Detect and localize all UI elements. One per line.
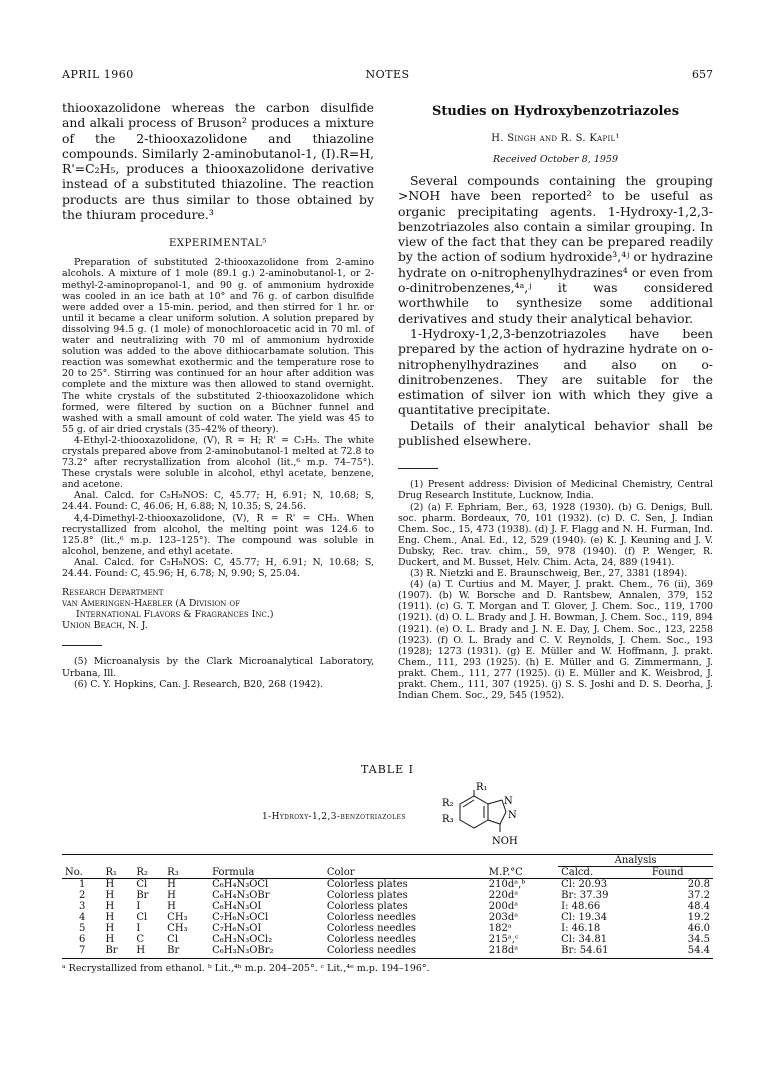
atom-r1: R₁ (476, 782, 488, 793)
body-paragraph-3: Details of their analytical behavior shall be published elsewhere. (398, 417, 713, 449)
table-cell: Cl: 34.81 (561, 934, 608, 945)
table-cell: 34.5 (687, 934, 710, 945)
table-cell: 3 (79, 901, 86, 912)
footnote-rule (62, 645, 102, 646)
table-body (62, 879, 713, 957)
table-row (62, 923, 713, 934)
table-cell: H (105, 912, 115, 923)
table-cell: C₆H₄N₃OCl (212, 879, 269, 890)
table-cell: 200dᵃ (488, 901, 519, 912)
running-header (62, 68, 713, 88)
table-cell: 1 (79, 879, 86, 890)
col-header: No. (65, 866, 83, 878)
affiliation-line: International Flavors & Fragrances Inc.) (76, 609, 274, 621)
affiliation (62, 587, 374, 631)
table-cell: C₇H₆N₃OI (212, 923, 262, 934)
table-cell: H (136, 945, 146, 956)
table-cell: Br: 54.61 (561, 945, 609, 956)
table-cell: 7 (79, 945, 86, 956)
header-date: APRIL 1960 (62, 68, 134, 81)
received-date: Received October 8, 1959 (492, 154, 619, 165)
table-cell: Colorless needles (326, 945, 417, 956)
table-cell: Colorless needles (326, 912, 417, 923)
table-cell: 2 (79, 890, 86, 901)
col-header: R₁ (105, 866, 117, 878)
footnote-2: (2) (a) F. Ephriam, Ber., 63, 1928 (1930). (b) G. Denigs, Bull. soc. pharm. Bordeaux, 70, 101 (1932). (c) D. C. Sen, J. Indian Chem. Soc., 15, 473 (1938). (d) J. F. Flagg and N. H. Furman, Ind. Eng. Chem., Anal. Ed., 12, 529 (1940). (e) K. J. Keuning and J. V. Dubsky, Rec. trav. chim., 59, 978 (1940). (f) P. Wenger, R. Duckert, and M. Busset, Helv. Chim. Acta, 24, 889 (1941). (398, 501, 713, 568)
table-cell: Colorless needles (326, 923, 417, 934)
table-cell: Br (105, 945, 118, 956)
footnote-1: (1) Present address: Division of Medicinal Chemistry, Central Drug Research Institute, Lucknow, India. (398, 479, 713, 502)
table-row (62, 945, 713, 956)
table-cell: 37.2 (687, 890, 710, 901)
analysis-paragraph-1: Anal. Calcd. for C₅H₉NOS: C, 45.77; H, 6.91; N, 10.68; S, 24.44. Found: C, 46.06; H, 6.88; N, 10.35; S, 24.56. (62, 490, 374, 513)
table-cell: Colorless needles (326, 934, 417, 945)
body-paragraph-2: 1-Hydroxy-1,2,3-benzotriazoles have been prepared by the action of hydrazine hydrate on o-nitrophenylhydrazines and also on o-dinitrobenzenes. They are suitable for the estimation of silver ion with which they give a quantitative precipitate. (398, 325, 713, 418)
article-title: Studies on Hydroxybenzotriazoles (431, 104, 680, 119)
table-cell: H (167, 879, 176, 890)
table-cell: 48.4 (687, 901, 710, 912)
table-cell: Cl (167, 934, 179, 945)
table-cell: H (105, 890, 115, 901)
table-cell: H (105, 934, 115, 945)
col-header: Found (651, 867, 684, 878)
table-cell: Cl (136, 879, 148, 890)
table-cell: 46.0 (687, 923, 710, 934)
table-title: TABLE I (361, 763, 414, 776)
table-cell: I (136, 901, 141, 912)
col-header: Formula (212, 866, 255, 878)
footnote-6: (6) C. Y. Hopkins, Can. J. Research, B20, 268 (1942). (74, 678, 324, 690)
table-cell: C₆H₃N₃OBr₂ (212, 945, 274, 956)
table-cell: Colorless plates (326, 901, 408, 912)
table-cell: Br (167, 945, 180, 956)
table-1 (62, 763, 713, 974)
table-cell: Br: 37.39 (561, 890, 609, 901)
col-header: Calcd. (561, 867, 594, 878)
col-header: Color (326, 866, 355, 878)
affiliation-line: Union Beach, N. J. (62, 620, 148, 632)
table-cell: 210dᵃ,ᵇ (488, 879, 526, 890)
structure-label: 1-Hydroxy-1,2,3-benzotriazoles (262, 812, 406, 822)
structure-figure (62, 782, 713, 854)
table-cell: Colorless plates (326, 890, 408, 901)
table-cell: 218dᵃ (488, 945, 519, 956)
table-cell: 20.8 (687, 879, 710, 890)
footnote-rule (398, 468, 438, 469)
table-cell: I: 46.18 (561, 923, 601, 934)
data-table (62, 854, 713, 956)
table-cell: C₆H₄N₃OI (212, 901, 262, 912)
table-footnote: ᵃ Recrystallized from ethanol. ᵇ Lit.,⁴ʰ m.p. 204–205°. ᶜ Lit.,⁴ᵉ m.p. 194–196°. (62, 963, 430, 974)
table-cell: H (167, 890, 176, 901)
atom-noh: NOH (492, 836, 518, 847)
page-number: 657 (692, 68, 713, 81)
table-cell: 19.2 (687, 912, 710, 923)
dimethyl-paragraph: 4,4-Dimethyl-2-thiooxazolidone, (V), R = R' = CH₃. When recrystallized from alcohol, the melting point was 124.6 to 125.8° (lit.,⁶ m.p. 123–125°). The compound was soluble in alcohol, benzene, and ethyl acetate. (62, 512, 374, 557)
table-cell: 215ᵃ,ᶜ (488, 934, 519, 945)
atom-n-middle: N (508, 810, 517, 821)
affiliation-line: Research Department (62, 587, 164, 599)
table-cell: H (105, 901, 115, 912)
table-cell: Colorless plates (326, 879, 408, 890)
article-authors: H. Singh and R. S. Kapil¹ (491, 133, 620, 144)
table-cell: Cl: 20.93 (561, 879, 608, 890)
table-cell: I: 48.66 (561, 901, 601, 912)
atom-r3: R₃ (442, 814, 454, 825)
benzotriazole-structure (430, 782, 550, 854)
intro-paragraph: thiooxazolidone whereas the carbon disulfide and alkali process of Bruson² produces a mixture of the 2-thiooxazolidone and thiazoline compounds. Similarly 2-aminobutanol-1, (I).R=H, R'=C₂H₅, produces a thiooxazolidone derivative instead of a substituted thiazoline. The reaction products are thus similar to those obtained by the thiuram procedure.³ (62, 100, 374, 223)
table-cell: C₆H₃N₃OCl₂ (212, 934, 273, 945)
table-cell: C (136, 934, 144, 945)
col-header: M.P.°C (488, 866, 523, 878)
body-paragraph-1: Several compounds containing the grouping >NOH have been reported² to be useful as organic precipitating agents. 1-Hydroxy-1,2,3-benzotriazoles also contain a similar grouping. In view of the fact that they can be prepared readily by the action of sodium hydroxide³,⁴ʲ or hydrazine hydrate on o-nitrophenylhydrazines⁴ or even from o-dinitrobenzenes,⁴ᵃ,ʲ it was considered worthwhile to synthesize some additional derivatives and study their analytical behavior. (398, 173, 713, 326)
col-header: R₂ (136, 866, 148, 878)
analysis-header: Analysis (558, 855, 713, 867)
preparation-paragraph: Preparation of substituted 2-thiooxazolidone from 2-amino alcohols. A mixture of 1 mole (89.1 g.) 2-aminobutanol-1, or 2-methyl-2-aminopropanol-1, and 90 g. of ammonium hydroxide was cooled in an ice bath at 10° and 76 g. of carbon disulfide were added over a 15-min. period, and then stirred for 1 hr. or until it became a clear uniform solution. A solution prepared by dissolving 94.5 g. (1 mole) of monochloroacetic acid in 70 ml. of water and neutralizing with 70 ml of ammonium hydroxide solution was added to the above dithiocarbamate solution. This reaction was somewhat exothermic and the temperature rose to 20 to 25°. Stirring was continued for an hour after addition was complete and the mixture was then allowed to stand overnight. The white crystals of the substituted 2-thiooxazolidone which formed, were filtered by suction on a Büchner funnel and washed with a small amount of cold water. The yield was 45 to 55 g. of air dried crystals (35–42% of theory). (62, 257, 374, 435)
table-row (62, 901, 713, 912)
table-cell: 54.4 (687, 945, 710, 956)
ethyl-paragraph: 4-Ethyl-2-thiooxazolidone, (V), R = H; R' = C₂H₅. The white crystals prepared above from 2-aminobutanol-1 melted at 72.8 to 73.2° after recrystallization from alcohol (lit.,⁶ m.p. 74–75°). These crystals were soluble in alcohol, ethyl acetate, benzene, and acetone. (62, 434, 374, 491)
table-cell: 5 (79, 923, 86, 934)
table-cell: C₆H₄N₃OBr (212, 890, 270, 901)
experimental-heading: EXPERIMENTAL⁵ (168, 238, 267, 250)
table-cell: CH₃ (167, 923, 188, 934)
table-cell: H (105, 879, 115, 890)
table-cell: Br (136, 890, 149, 901)
table-cell: H (105, 923, 115, 934)
right-column (398, 100, 713, 701)
table-cell: H (167, 901, 176, 912)
header-section: NOTES (365, 68, 410, 81)
table-row (62, 912, 713, 923)
table-cell: Cl: 19.34 (561, 912, 608, 923)
table-row (62, 934, 713, 945)
table-cell: 4 (79, 912, 86, 923)
col-header: R₃ (167, 866, 179, 878)
footnote-4: (4) (a) T. Curtius and M. Mayer, J. prakt. Chem., 76 (ii), 369 (1907). (b) W. Borsche and D. Rantsbew, Annalen, 379, 152 (1911). (c) G. T. Morgan and T. Glover, J. Chem. Soc., 119, 1700 (1921). (d) O. L. Brady and J. H. Bowman, J. Chem. Soc., 119, 894 (1921). (e) O. L. Brady and J. N. E. Day, J. Chem. Soc., 123, 2258 (1923). (f) O. L. Brady and C. V. Reynolds, J. Chem. Soc., 193 (1928); 1273 (1931). (g) E. Müller and W. Hoffmann, J. prakt. Chem., 111, 293 (1925). (h) E. Müller and G. Zimmermann, J. prakt. Chem., 111, 277 (1925). (i) E. Müller and K. Weisbrod, J. prakt. Chem., 111, 307 (1925). (j) S. S. Joshi and D. S. Deorha, J. Indian Chem. Soc., 29, 545 (1952). (398, 579, 713, 702)
table-cell: CH₃ (167, 912, 188, 923)
affiliation-line: van Ameringen-Haebler (A Division of (62, 598, 240, 610)
table-cell: I (136, 923, 141, 934)
table-cell: Cl (136, 912, 148, 923)
atom-n-upper: N (504, 796, 513, 807)
table-cell: 182ᵃ (488, 923, 512, 934)
table-row (62, 879, 713, 891)
atom-r2: R₂ (442, 798, 454, 809)
analysis-paragraph-2: Anal. Calcd. for C₅H₉NOS: C, 45.77; H, 6.91; N, 10.68; S, 24.44. Found: C, 45.96; H, 6.78; N, 9.90; S, 25.04. (62, 556, 374, 579)
table-row (62, 890, 713, 901)
table-cell: C₇H₆N₃OCl (212, 912, 269, 923)
left-column (62, 100, 374, 690)
table-cell: 203dᵃ (488, 912, 519, 923)
table-cell: 6 (79, 934, 86, 945)
table-cell: 220dᵃ (488, 890, 519, 901)
footnote-3: (3) R. Nietzki and E. Braunschweig, Ber., 27, 3381 (1894). (410, 568, 688, 580)
footnote-5: (5) Microanalysis by the Clark Microanalytical Laboratory, Urbana, Ill. (62, 656, 374, 679)
